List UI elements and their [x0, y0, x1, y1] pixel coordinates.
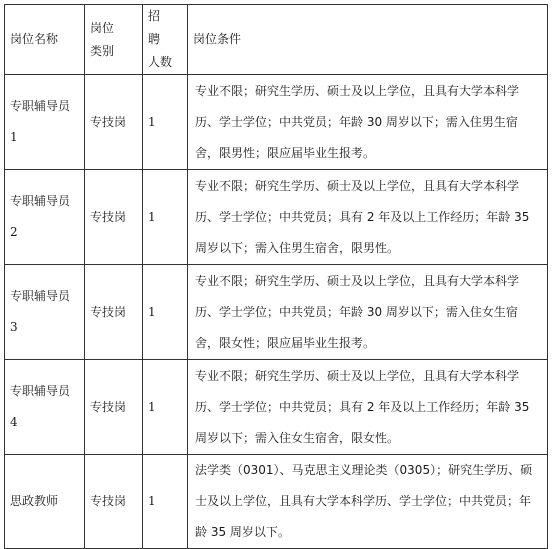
row-condition: 法学类（0301）、马克思主义理论类（0305）；研究生学历、硕士及以上学位，且具有大学本科学历、学士学位；中共党员；年龄 35 周岁以下。 — [188, 455, 548, 549]
header-row — [5, 5, 548, 75]
header-count-line2: 人数 — [148, 55, 173, 69]
header-type — [85, 5, 143, 75]
table-row — [5, 265, 548, 360]
row-name-line1: 专职辅导员 — [10, 194, 71, 208]
row-name-line2: 3 — [10, 320, 18, 334]
positions-table — [4, 4, 548, 549]
row-name-line2: 1 — [10, 130, 18, 144]
row-condition: 专业不限；研究生学历、硕士及以上学位，且具有大学本科学历、学士学位；中共党员；具有 2 年及以上工作经历；年龄 35 周岁以下；需入住男生宿舍，限男性。 — [188, 170, 548, 265]
table-row — [5, 170, 548, 265]
row-name-line1: 思政教师 — [10, 494, 59, 508]
row-name — [5, 455, 85, 549]
header-count — [143, 5, 188, 75]
row-name — [5, 360, 85, 455]
header-name: 岗位名称 — [5, 5, 85, 75]
row-type: 专技岗 — [85, 75, 143, 170]
row-count: 1 — [143, 75, 188, 170]
table-row — [5, 75, 548, 170]
row-name-line1: 专职辅导员 — [10, 384, 71, 398]
row-count: 1 — [143, 455, 188, 549]
row-condition: 专业不限；研究生学历、硕士及以上学位，且具有大学本科学历、学士学位；中共党员；年龄 30 周岁以下；需入住男生宿舍，限男性；限应届毕业生报考。 — [188, 75, 548, 170]
row-condition: 专业不限；研究生学历、硕士及以上学位，且具有大学本科学历、学士学位；中共党员；具有 2 年及以上工作经历；年龄 35 周岁以下；需入住女生宿舍，限女性。 — [188, 360, 548, 455]
row-type: 专技岗 — [85, 360, 143, 455]
row-type: 专技岗 — [85, 455, 143, 549]
header-type-line1: 岗位 — [90, 20, 115, 35]
header-count-line1: 招 聘 — [148, 9, 169, 46]
row-name — [5, 170, 85, 265]
row-name-line2: 2 — [10, 225, 18, 239]
row-count: 1 — [143, 170, 188, 265]
row-count: 1 — [143, 360, 188, 455]
row-name-line1: 专职辅导员 — [10, 289, 71, 303]
header-type-line2: 类别 — [90, 43, 115, 58]
header-condition: 岗位条件 — [188, 5, 548, 75]
row-count: 1 — [143, 265, 188, 360]
row-name — [5, 75, 85, 170]
row-condition: 专业不限；研究生学历、硕士及以上学位，且具有大学本科学历、学士学位；中共党员；年龄 30 周岁以下；需入住女生宿舍，限女性；限应届毕业生报考。 — [188, 265, 548, 360]
row-type: 专技岗 — [85, 265, 143, 360]
row-name — [5, 265, 85, 360]
row-name-line2: 4 — [10, 415, 18, 429]
table-row — [5, 360, 548, 455]
row-type: 专技岗 — [85, 170, 143, 265]
row-name-line1: 专职辅导员 — [10, 99, 71, 113]
table-row — [5, 455, 548, 549]
